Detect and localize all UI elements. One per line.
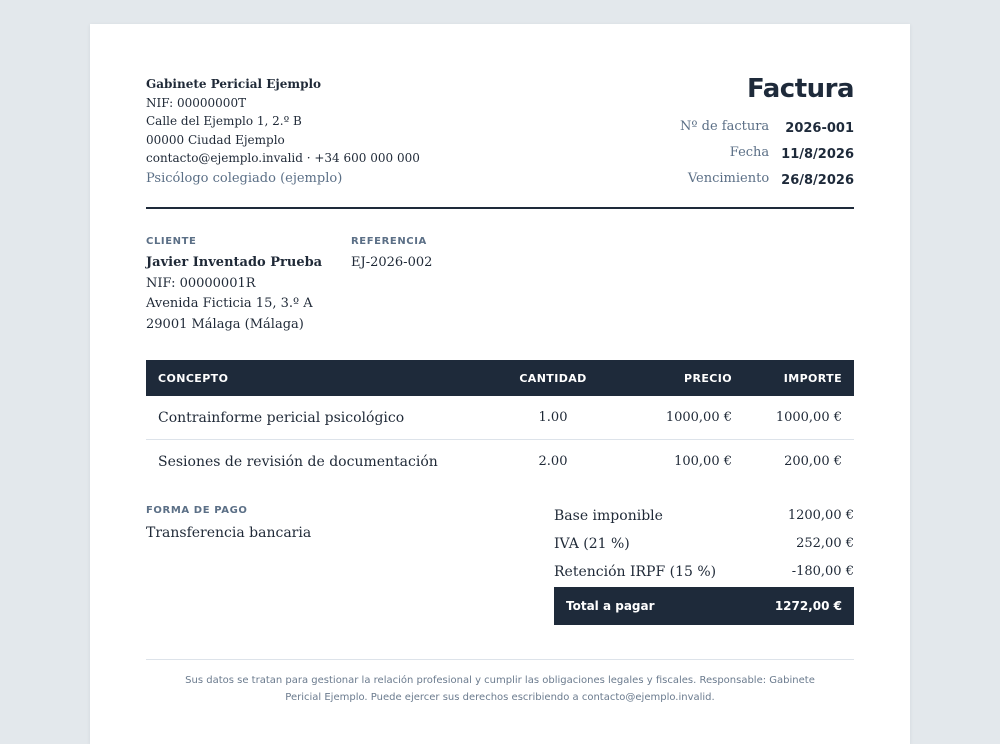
column-header-quantity: CANTIDAD [519,371,587,385]
client-address-line1: Avenida Ficticia 15, 3.º A [146,296,313,311]
item-price: 100,00 € [674,454,732,469]
reference-label: REFERENCIA [351,236,427,247]
invoice-meta [680,119,854,197]
meta-row-date [680,145,854,171]
invoice-date: 11/8/2026 [781,147,854,162]
reference-value: EJ-2026-002 [351,255,433,270]
item-amount: 1000,00 € [744,396,854,440]
meta-label: Vencimiento [687,171,770,186]
issuer-address-line2: 00000 Ciudad Ejemplo [146,132,285,147]
totals-row-vat [554,530,854,558]
client-block [146,236,322,335]
totals-value: 252,00 € [796,536,854,551]
header-divider [146,207,854,209]
grand-total-label: Total a pagar [566,599,655,613]
totals-value: -180,00 € [791,564,854,579]
totals-label: IVA (21 %) [554,536,630,552]
table-row [146,396,854,440]
meta-row-due [680,171,854,197]
totals-label: Base imponible [554,508,663,524]
item-concept: Contrainforme pericial psicológico [146,396,486,440]
totals-label: Retención IRPF (15 %) [554,564,717,580]
issuer-block [146,75,420,188]
totals-row-base [554,502,854,530]
totals-value: 1200,00 € [787,508,854,523]
item-quantity: 2.00 [538,454,568,469]
footer-divider [146,659,854,660]
payment-method: Transferencia bancaria [146,525,312,541]
issuer-name: Gabinete Pericial Ejemplo [146,77,322,91]
column-header-amount: IMPORTE [783,371,842,385]
document-title: Factura [747,74,854,104]
line-items-table [146,360,854,483]
item-price: 1000,00 € [620,396,744,440]
client-nif: NIF: 00000001R [146,275,256,291]
issuer-tagline: Psicólogo colegiado (ejemplo) [146,170,343,186]
client-address-line2: 29001 Málaga (Málaga) [146,316,304,332]
table-row [146,440,854,484]
column-header-price: PRECIO [684,371,732,385]
meta-label: Fecha [729,145,770,160]
invoice-due-date: 26/8/2026 [781,173,854,188]
payment-label: FORMA DE PAGO [146,505,248,516]
totals-block [554,502,854,625]
item-amount: 200,00 € [784,454,842,469]
client-name: Javier Inventado Prueba [146,255,323,270]
invoice-page [90,24,910,744]
issuer-nif: NIF: 00000000T [146,95,247,110]
grand-total-bar [554,587,854,625]
table-header-row [146,360,854,396]
column-header-concept: CONCEPTO [158,371,229,385]
payment-block [146,505,311,541]
item-quantity: 1.00 [486,396,620,440]
client-label: CLIENTE [146,236,197,247]
reference-block [351,236,432,274]
meta-row-number [680,119,854,145]
issuer-contact: contacto@ejemplo.invalid · +34 600 000 000 [146,151,420,165]
item-concept: Sesiones de revisión de documentación [158,453,438,470]
meta-label: Nº de factura [680,119,770,134]
privacy-notice: Sus datos se tratan para gestionar la relación profesional y cumplir las obligaciones legales y fiscales. Responsable: Gabinete Pericial Ejemplo. Puede ejercer sus derechos escribiendo a contacto@ejemplo.invalid. [185,675,815,703]
invoice-number: 2026-001 [785,121,854,136]
grand-total-value: 1272,00 € [774,599,842,613]
totals-row-withholding [554,558,854,586]
issuer-address-line1: Calle del Ejemplo 1, 2.º B [146,114,302,128]
